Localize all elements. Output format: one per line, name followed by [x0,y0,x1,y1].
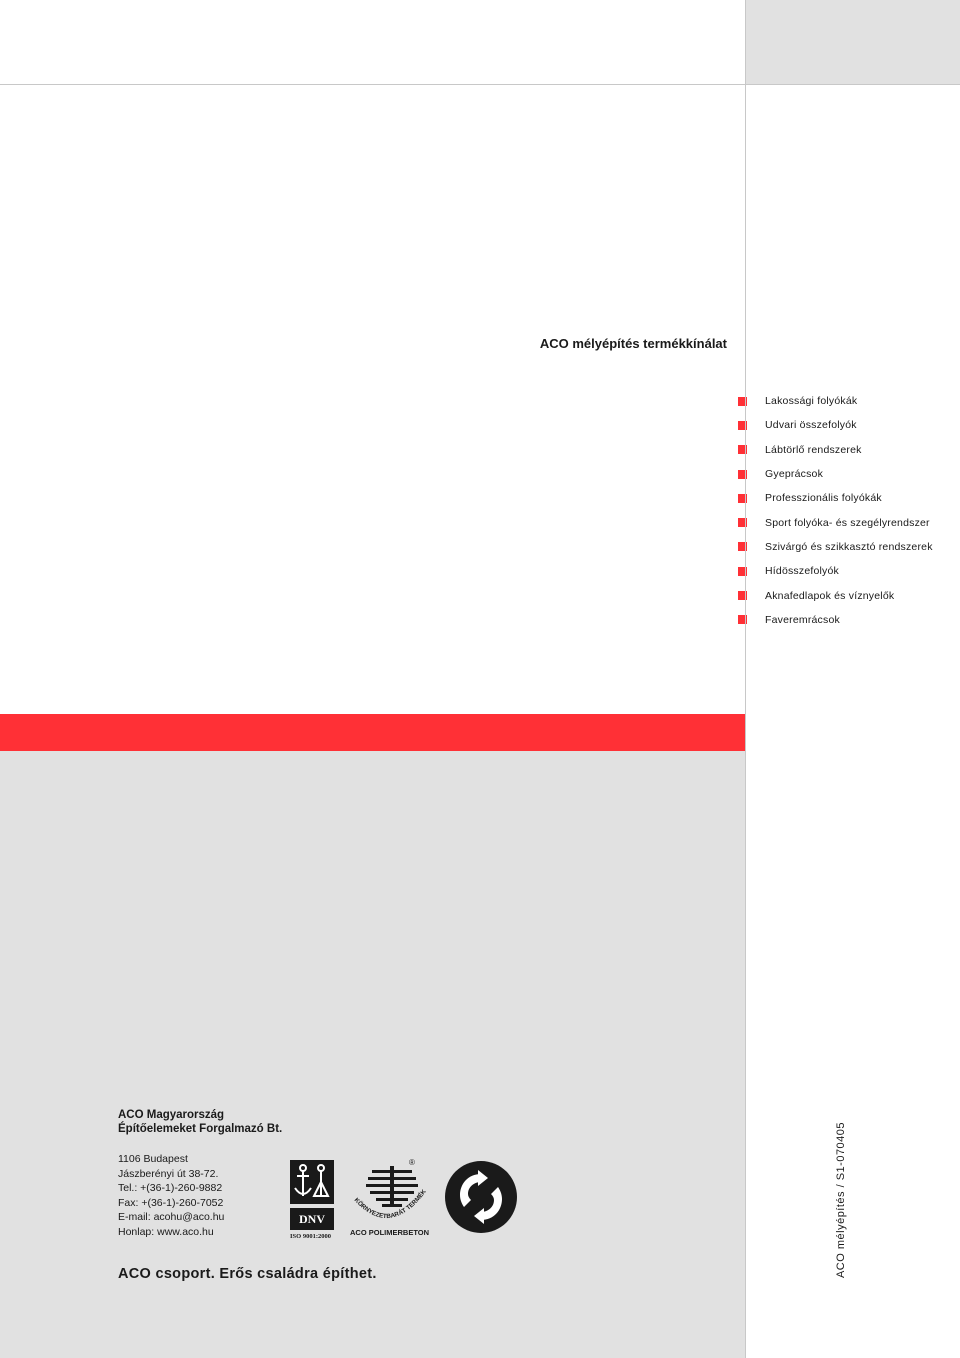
red-band [0,714,745,751]
address-city: 1106 Budapest [118,1153,188,1165]
product-list [738,389,933,632]
list-item-label: Udvari összefolyók [765,419,857,432]
address-fax: Fax: +(36-1)-260-7052 [118,1196,224,1209]
list-item [738,389,933,413]
company-block [118,1108,282,1136]
top-right-block [745,0,960,85]
company-name: ACO Magyarország [118,1109,225,1121]
list-item [738,608,933,632]
tree-icon [346,1156,438,1228]
list-item-label: Aknafedlapok és víznyelők [765,589,895,602]
eco-arc-label: KÖRNYEZETBARÁT TERMÉK [352,1188,428,1221]
list-item [738,535,933,559]
list-item-label: Faveremrácsok [765,613,840,626]
eco-label-logo [346,1156,438,1238]
document-code: ACO mélyépítés / S1-070405 [835,1121,847,1279]
list-item-label: Hídösszefolyók [765,565,839,578]
address-email: E-mail: acohu@aco.hu [118,1211,225,1224]
list-item-label: Lábtörlő rendszerek [765,443,862,456]
dnv-wordmark: DNV [290,1208,334,1230]
dnv-anchor-icon [290,1160,334,1204]
list-item [738,413,933,437]
dnv-logo [290,1160,336,1240]
top-strip [0,0,745,85]
page-title: ACO mélyépítés termékkínálat [539,336,727,351]
right-margin-panel [746,751,960,1358]
list-item [738,583,933,607]
company-subtitle: Építőelemeket Forgalmazó Bt. [118,1123,283,1135]
list-item-label: Lakossági folyókák [765,395,858,408]
address-street: Jászberényi út 38-72. [118,1167,219,1180]
green-dot-recycle-icon [444,1160,518,1234]
list-item [738,510,933,534]
list-item-label: Sport folyóka- és szegélyrendszer [765,516,930,529]
list-item-label: Gyeprácsok [765,468,824,481]
list-item [738,438,933,462]
list-item-label: Szivárgó és szikkasztó rendszerek [765,540,933,553]
iso-label: ISO 9001:2000 [290,1233,331,1240]
list-item [738,462,933,486]
vertical-divider [745,0,746,1358]
address-block [118,1152,224,1240]
registered-mark: ® [409,1158,415,1167]
eco-brand: ACO POLIMERBETON [350,1228,430,1237]
list-item-label: Professzionális folyókák [765,492,882,505]
address-tel: Tel.: +(36-1)-260-9882 [118,1182,223,1195]
address-web: Honlap: www.aco.hu [118,1225,214,1238]
slogan: ACO csoport. Erős családra építhet. [118,1266,377,1282]
list-item [738,486,933,510]
list-item [738,559,933,583]
